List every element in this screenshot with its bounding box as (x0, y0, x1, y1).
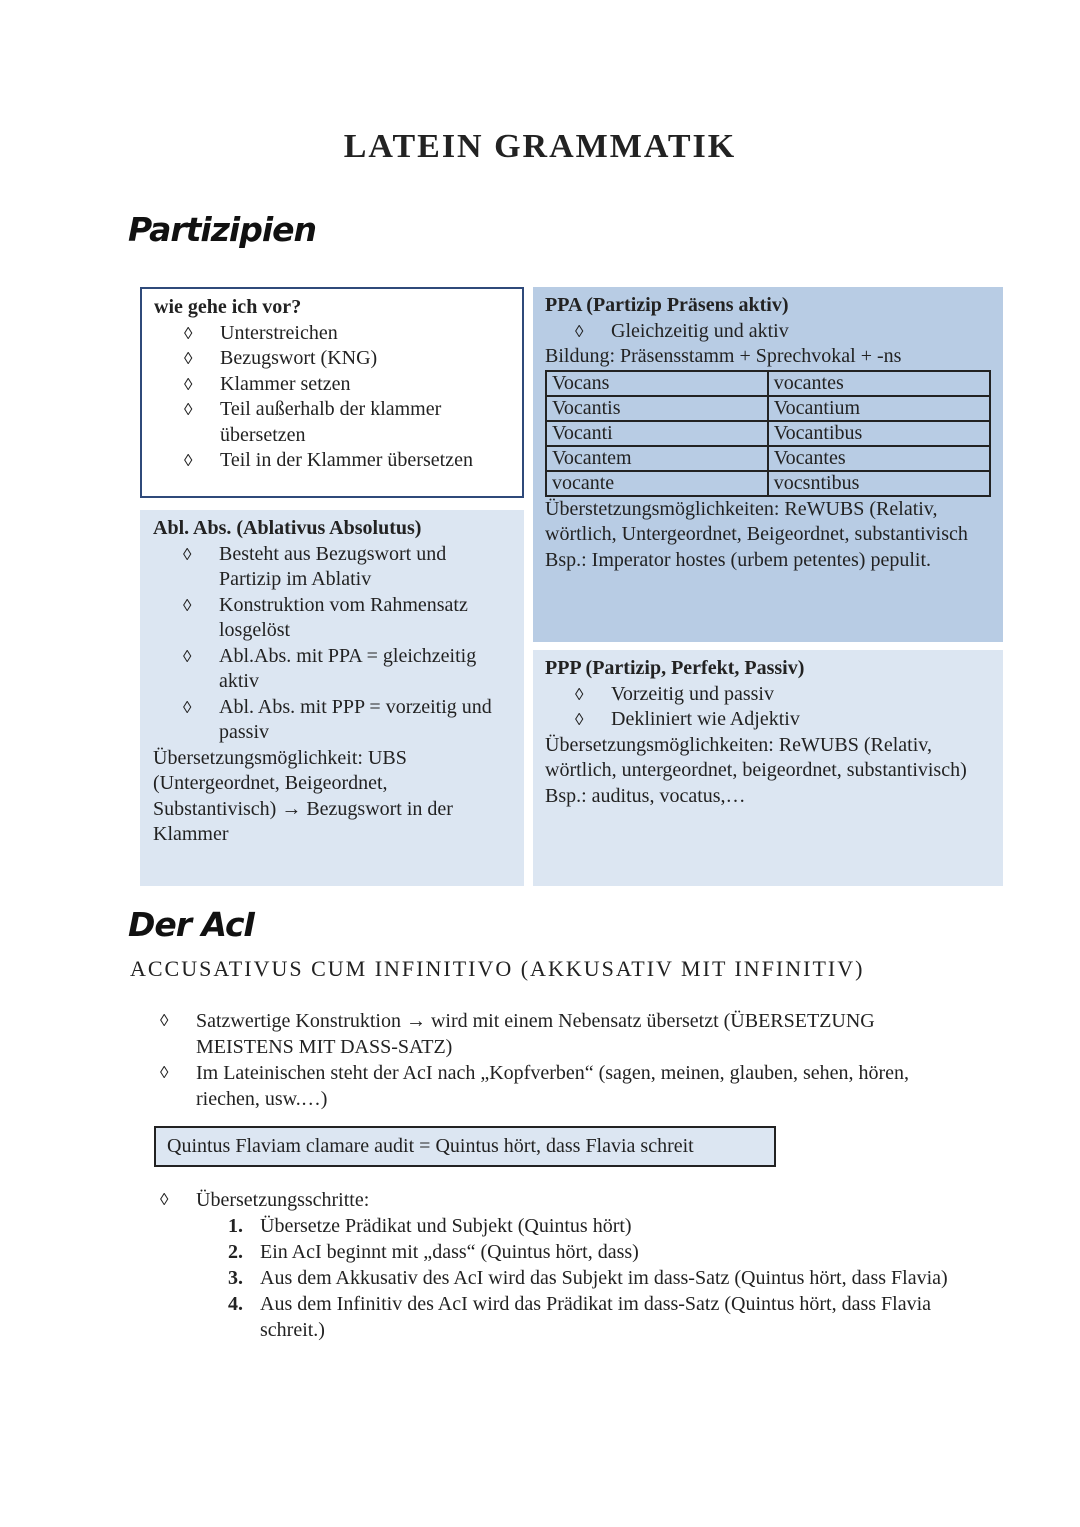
list-item: ◊ Vorzeitig und passiv (545, 682, 991, 708)
table-row: Vocantem Vocantes (546, 446, 990, 471)
list-item: 2. Ein AcI beginnt mit „dass“ (Quintus hört, dass) (228, 1241, 639, 1263)
list-item: ◊ Teil außerhalb der klammer übersetzen (184, 398, 442, 446)
list-item: ◊ Übersetzungsschritte: (160, 1189, 370, 1211)
ppa-uebersetzung: Überstetzungsmöglichkeiten: ReWUBS (Relativ, wörtlich, Untergeordnet, Beigeordnet, substantivisch (545, 497, 968, 545)
section-heading-aci: Der AcI (128, 905, 255, 944)
diamond-bullet-icon: ◊ (575, 710, 584, 729)
list-item: 1. Übersetze Prädikat und Subjekt (Quintus hört) (228, 1215, 632, 1237)
page-title: LATEIN GRAMMATIK (343, 128, 737, 165)
ppp-uebersetzung: Übersetzungsmöglichkeiten: ReWUBS (Relativ, wörtlich, untergeordnet, beigeordnet, substantivisch) (545, 733, 967, 781)
diamond-bullet-icon: ◊ (160, 1190, 169, 1209)
box-vorgehen (140, 287, 524, 498)
aci-example-box (154, 1126, 776, 1167)
ablabs-uebersetzung: Übersetzungsmöglichkeit: UBS (Untergeordnet, Beigeordnet, Substantivisch) → Bezugswort in der Klammer (153, 746, 453, 845)
diamond-bullet-icon: ◊ (160, 1011, 169, 1030)
list-item: 3. Aus dem Akkusativ des AcI wird das Subjekt im dass-Satz (Quintus hört, dass Flavia) (228, 1267, 948, 1289)
list-item: ◊ Besteht aus Bezugswort und Partizip im Ablativ (183, 542, 447, 590)
ppp-beispiel: Bsp.: auditus, vocatus,… (545, 784, 746, 807)
diamond-bullet-icon: ◊ (184, 323, 193, 343)
box-ablabs-title: Abl. Abs. (Ablativus Absolutus) (153, 517, 422, 539)
box-vorgehen-title: wie gehe ich vor? (154, 296, 302, 318)
table-row: vocante vocsntibus (546, 471, 990, 496)
box-ppp (533, 650, 1003, 886)
box-ppp-title: PPP (Partizip, Perfekt, Passiv) (545, 657, 805, 679)
ppa-beispiel: Bsp.: Imperator hostes (urbem petentes) pepulit. (545, 548, 932, 571)
diamond-bullet-icon: ◊ (575, 321, 584, 341)
diamond-bullet-icon: ◊ (184, 374, 193, 394)
section-heading-partizipien: Partizipien (128, 210, 317, 249)
box-ablativus-absolutus (140, 510, 524, 886)
list-item: ◊ Konstruktion vom Rahmensatz losgelöst (183, 593, 468, 641)
diamond-bullet-icon: ◊ (183, 697, 192, 717)
list-item: ◊ Abl.Abs. mit PPA = gleichzeitig aktiv (183, 644, 477, 692)
list-item: ◊ Bezugswort (KNG) (154, 346, 510, 372)
list-item: ◊ Satzwertige Konstruktion → wird mit einem Nebensatz übersetzt (ÜBERSETZUNG MEISTENS MIT DASS-SATZ) (160, 1010, 875, 1058)
diamond-bullet-icon: ◊ (184, 400, 193, 419)
diamond-bullet-icon: ◊ (183, 595, 192, 615)
diamond-bullet-icon: ◊ (160, 1063, 169, 1082)
table-row: Vocanti Vocantibus (546, 421, 990, 446)
list-item: 4. Aus dem Infinitiv des AcI wird das Prädikat im dass-Satz (Quintus hört, dass Flavia schreit.) (228, 1293, 932, 1341)
diamond-bullet-icon: ◊ (575, 684, 584, 704)
ppa-bildung: Bildung: Präsensstamm + Sprechvokal + -ns (545, 345, 902, 367)
diamond-bullet-icon: ◊ (183, 544, 192, 564)
table-row: Vocans vocantes (546, 371, 990, 396)
diamond-bullet-icon: ◊ (184, 349, 193, 368)
aci-example-text: Quintus Flaviam clamare audit = Quintus hört, dass Flavia schreit (167, 1135, 694, 1157)
list-item: ◊ Dekliniert wie Adjektiv (545, 707, 991, 733)
aci-subheading: ACCUSATIVUS CUM INFINITIVO (AKKUSATIV MIT INFINITIV) (130, 956, 865, 981)
list-item: ◊ Gleichzeitig und aktiv (545, 319, 991, 345)
list-item: ◊ Teil in der Klammer übersetzen (154, 448, 510, 474)
list-item: ◊ Klammer setzen (154, 372, 510, 398)
list-item: ◊ Abl. Abs. mit PPP = vorzeitig und passiv (183, 695, 492, 743)
table-row: Vocantis Vocantium (546, 396, 990, 421)
aci-steps-section (130, 1187, 970, 1343)
aci-steps-list (228, 1213, 970, 1343)
list-item: ◊ Unterstreichen (154, 321, 510, 347)
box-ppa (533, 287, 1003, 642)
box-ppa-title: PPA (Partizip Präsens aktiv) (545, 294, 789, 316)
aci-points (130, 1008, 970, 1112)
diamond-bullet-icon: ◊ (183, 646, 192, 666)
diamond-bullet-icon: ◊ (184, 451, 193, 470)
ppa-declension-table (545, 370, 991, 497)
list-item: ◊ Im Lateinischen steht der AcI nach „Kopfverben“ (sagen, meinen, glauben, sehen, hören, riechen, usw.…) (160, 1062, 910, 1110)
